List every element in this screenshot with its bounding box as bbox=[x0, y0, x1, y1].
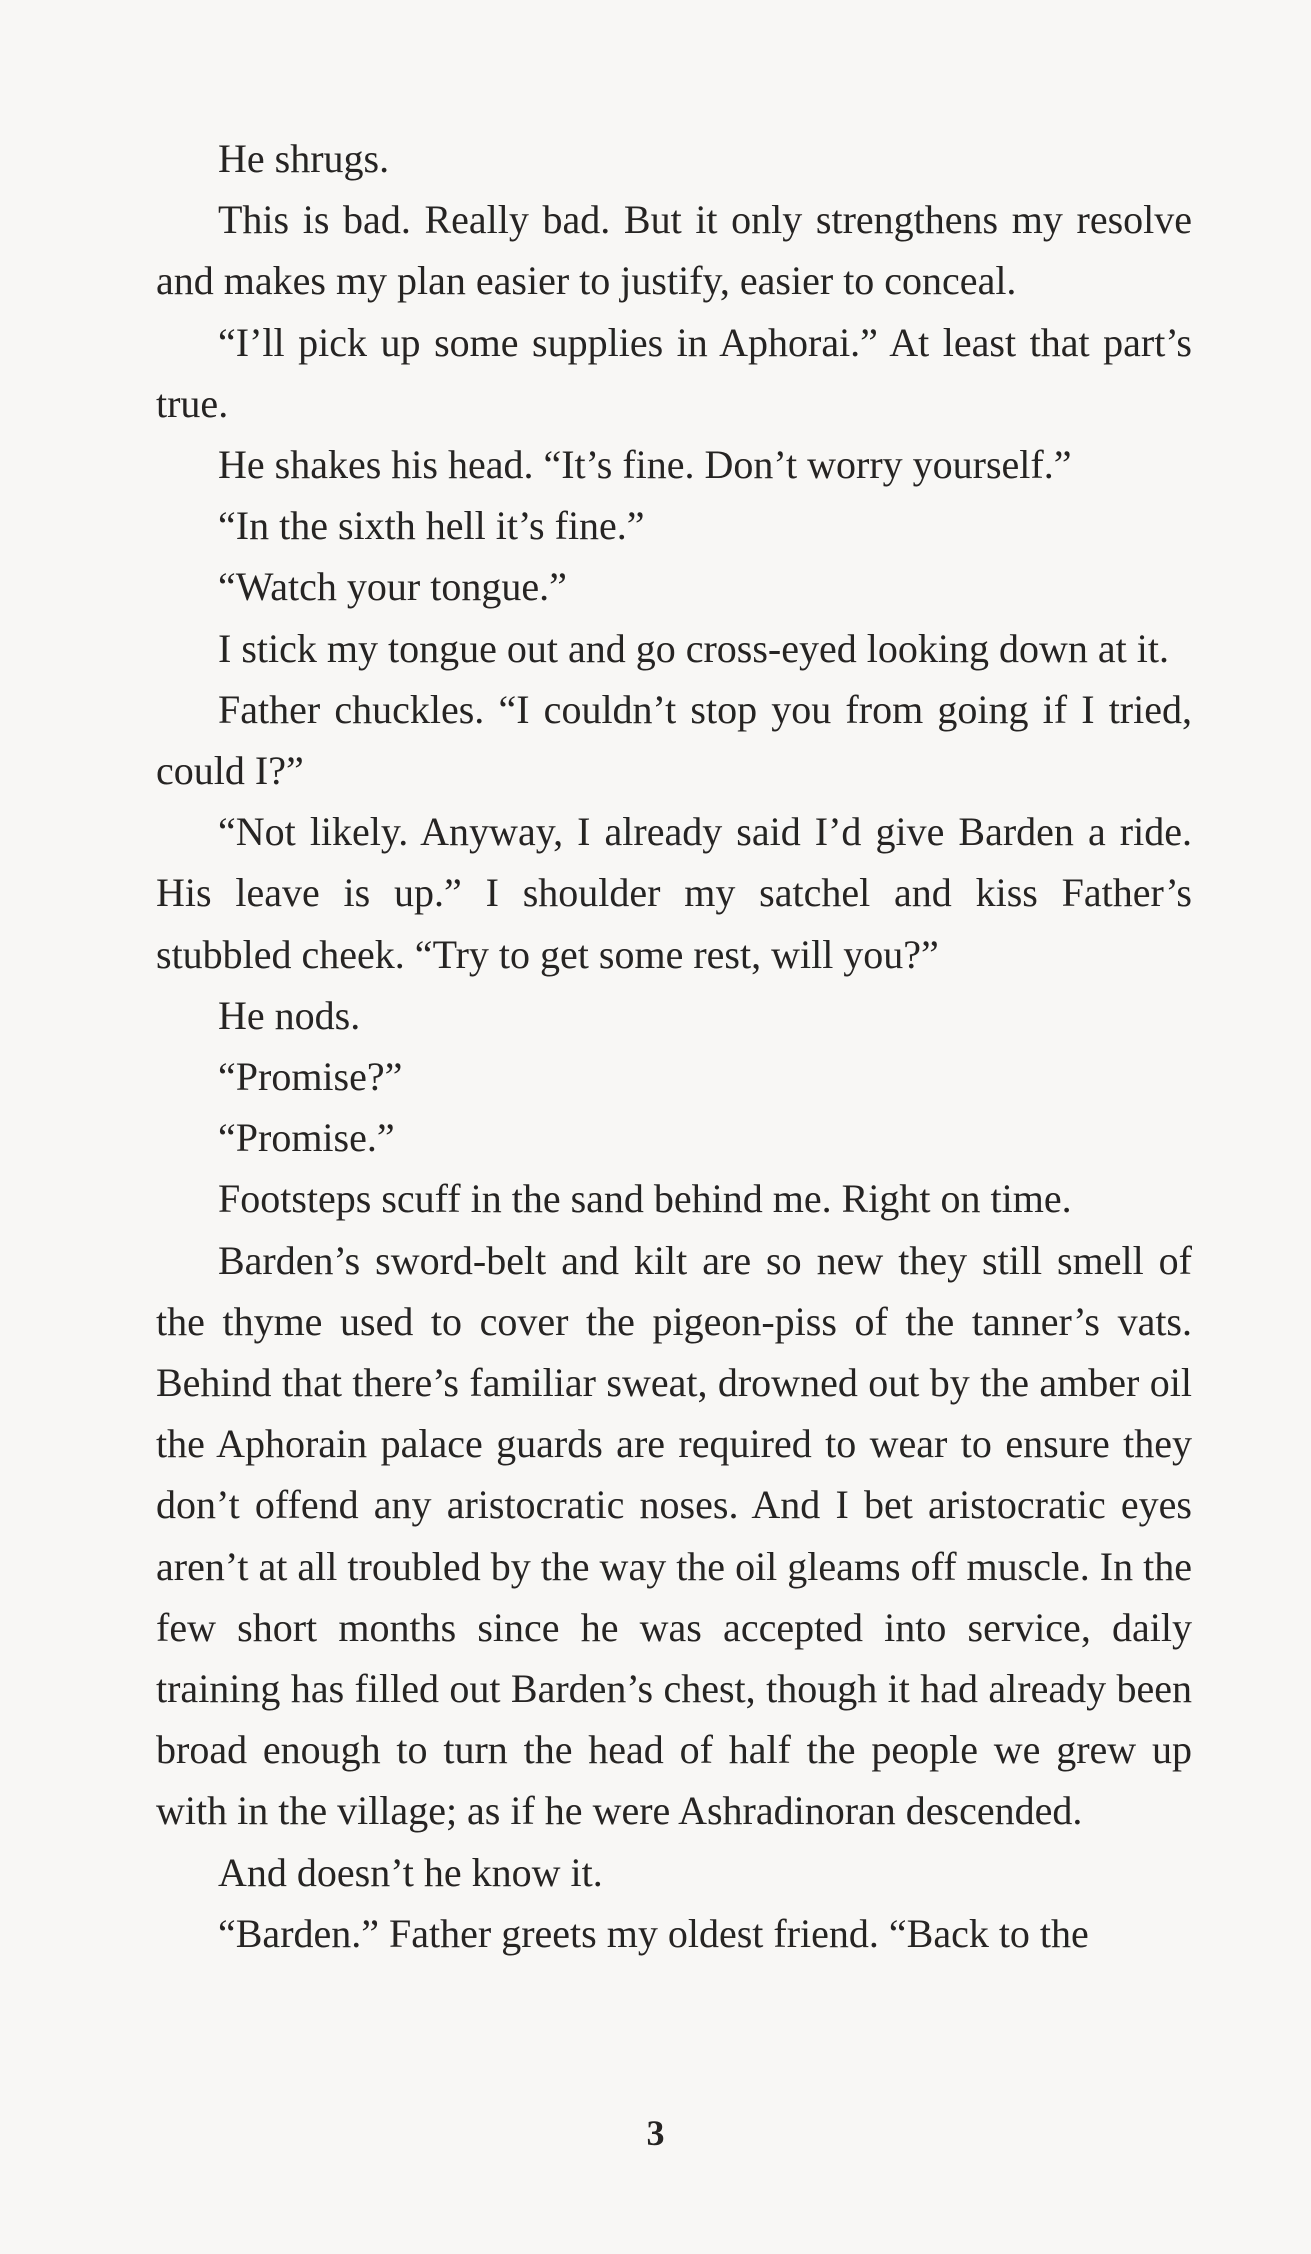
paragraph: “In the sixth hell it’s fine.” bbox=[218, 503, 645, 549]
paragraph: Footsteps scuff in the sand behind me. Right on time. bbox=[218, 1176, 1072, 1222]
paragraph: Father chuckles. “I couldn’t stop you from going if I tried, could I?” bbox=[156, 686, 1192, 794]
paragraph: “Promise?” bbox=[218, 1054, 403, 1100]
paragraph: He shrugs. bbox=[218, 136, 390, 181]
paragraph: This is bad. Really bad. But it only strengthens my resolve and makes my plan easier to justify, easier to conceal. bbox=[156, 197, 1192, 304]
paragraph: “Promise.” bbox=[218, 1115, 395, 1161]
paragraph: I stick my tongue out and go cross-eyed looking down at it. bbox=[218, 625, 1169, 671]
paragraph: And doesn’t he know it. bbox=[218, 1849, 603, 1895]
paragraph: “I’ll pick up some supplies in Aphorai.” At least that part’s true. bbox=[156, 319, 1192, 426]
body-text bbox=[156, 128, 1192, 1964]
paragraph: “Not likely. Anyway, I already said I’d give Barden a ride. His leave is up.” I shoulder my satchel and kiss Father’s stubbled cheek. “Try to get some rest, will you?” bbox=[156, 809, 1192, 977]
paragraph: He nods. bbox=[218, 992, 361, 1038]
paragraph: “Barden.” Father greets my oldest friend. “Back to the bbox=[218, 1910, 1089, 1956]
paragraph: “Watch your tongue.” bbox=[218, 564, 567, 610]
paragraph: Barden’s sword-belt and kilt are so new they still smell of the thyme used to cover the pigeon-piss of the tanner’s vats. Behind that there’s familiar sweat, drowned out by the amber oil the Aphorain palace guards are required to wear to ensure they don’t offend any aristocratic noses. And I bet aristocratic eyes aren’t at all troubled by the way the oil gleams off muscle. In the few short months since he was accepted into service, daily training has filled out Barden’s chest, though it had already been broad enough to turn the head of half the people we grew up with in the village; as if he were Ashradinoran descended. bbox=[156, 1237, 1192, 1834]
page-number: 3 bbox=[646, 2113, 665, 2153]
paragraph: He shakes his head. “It’s fine. Don’t worry yourself.” bbox=[218, 442, 1072, 488]
